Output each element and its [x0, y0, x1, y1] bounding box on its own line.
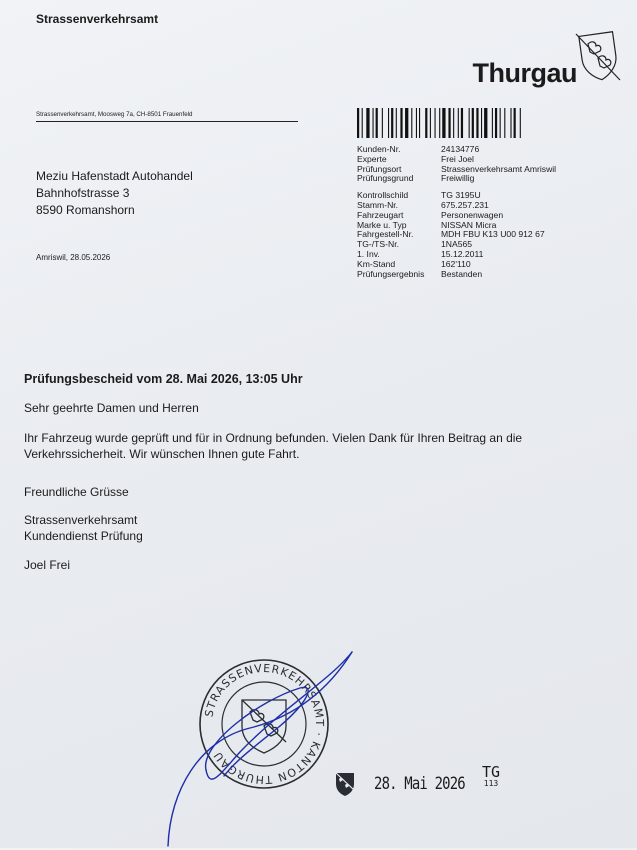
stamp-code-number: 113 [483, 779, 499, 788]
brand-wordmark: Thurgau [472, 58, 577, 88]
letter-subject: Prüfungsbescheid vom 28. Mai 2026, 13:05 Uhr [24, 372, 303, 386]
details-value: MDH FBU K13 U00 912 67 [441, 229, 545, 240]
small-crest-icon [334, 771, 356, 797]
recipient-name: Meziu Hafenstadt Autohandel [36, 169, 193, 183]
details-value: Strassenverkehrsamt Amriswil [441, 163, 557, 174]
details-value: 15.12.2011 [441, 248, 484, 259]
recipient-address [36, 168, 193, 219]
details-value: 24134776 [441, 144, 480, 154]
barcode-icon [357, 108, 572, 138]
sender-address-line: Strassenverkehrsamt, Moosweg 7a, CH-8501 Frauenfeld [36, 111, 298, 122]
details-row [357, 174, 556, 184]
letter-body-line: Ihr Fahrzeug wurde geprüft und für in Ordnung befunden. Vielen Dank für Ihren Beitrag an die [24, 431, 523, 445]
details-label: Fahrgestell-Nr. [357, 229, 414, 240]
details-label: Kontrollschild [357, 190, 409, 201]
signature-block [24, 512, 143, 544]
inspection-details [357, 145, 556, 279]
stamp-code [482, 763, 501, 790]
details-label: Prüfungsgrund [357, 173, 414, 184]
salutation: Sehr geehrte Damen und Herren [24, 401, 199, 415]
place-date: Amriswil, 28.05.2026 [36, 253, 111, 262]
details-label: Marke u. Typ [357, 219, 407, 230]
details-label: TG-/TS-Nr. [357, 239, 400, 250]
recipient-street: Bahnhofstrasse 3 [36, 186, 130, 200]
thurgau-crest-icon [572, 30, 624, 86]
header-org-name: Strassenverkehrsamt [36, 12, 159, 26]
details-value: Bestanden [441, 268, 483, 279]
stamp-ring-text: STRASSENVERKEHRSAMT · KANTON THURGAU [202, 661, 327, 787]
details-value: TG 3195U [441, 190, 481, 201]
details-label: Experte [357, 153, 387, 164]
details-label: Prüfungsort [357, 163, 402, 174]
closing: Freundliche Grüsse [24, 485, 129, 499]
recipient-city: 8590 Romanshorn [36, 203, 135, 217]
details-row [357, 270, 556, 280]
date-stamp: 28. Mai 2026 [374, 774, 465, 794]
details-value: 162'110 [441, 258, 471, 269]
details-value: NISSAN Micra [441, 219, 497, 230]
org-line: Strassenverkehrsamt [24, 513, 138, 527]
details-label: Km-Stand [357, 258, 396, 269]
details-label: Fahrzeugart [357, 209, 404, 220]
details-label: Kunden-Nr. [357, 144, 401, 154]
details-value: 675.257.231 [441, 199, 489, 210]
details-value: 1NA565 [441, 239, 473, 250]
details-label: Stamm-Nr. [357, 199, 399, 210]
details-value: Frei Joel [441, 153, 474, 164]
details-row [357, 184, 556, 201]
details-value: Personenwagen [441, 209, 504, 220]
letter-body [24, 430, 604, 462]
department-line: Kundendienst Prüfung [24, 529, 143, 543]
details-label: 1. Inv. [357, 248, 380, 259]
details-label: Prüfungsergebnis [357, 268, 425, 279]
details-value: Freiwillig [441, 173, 475, 184]
details-table [357, 145, 556, 279]
stamp-code-canton: TG [482, 763, 501, 781]
letter-body-line: Verkehrssicherheit. Wir wünschen Ihnen gute Fahrt. [24, 447, 300, 461]
handwritten-signature [140, 640, 370, 850]
signer-name: Joel Frei [24, 558, 71, 572]
